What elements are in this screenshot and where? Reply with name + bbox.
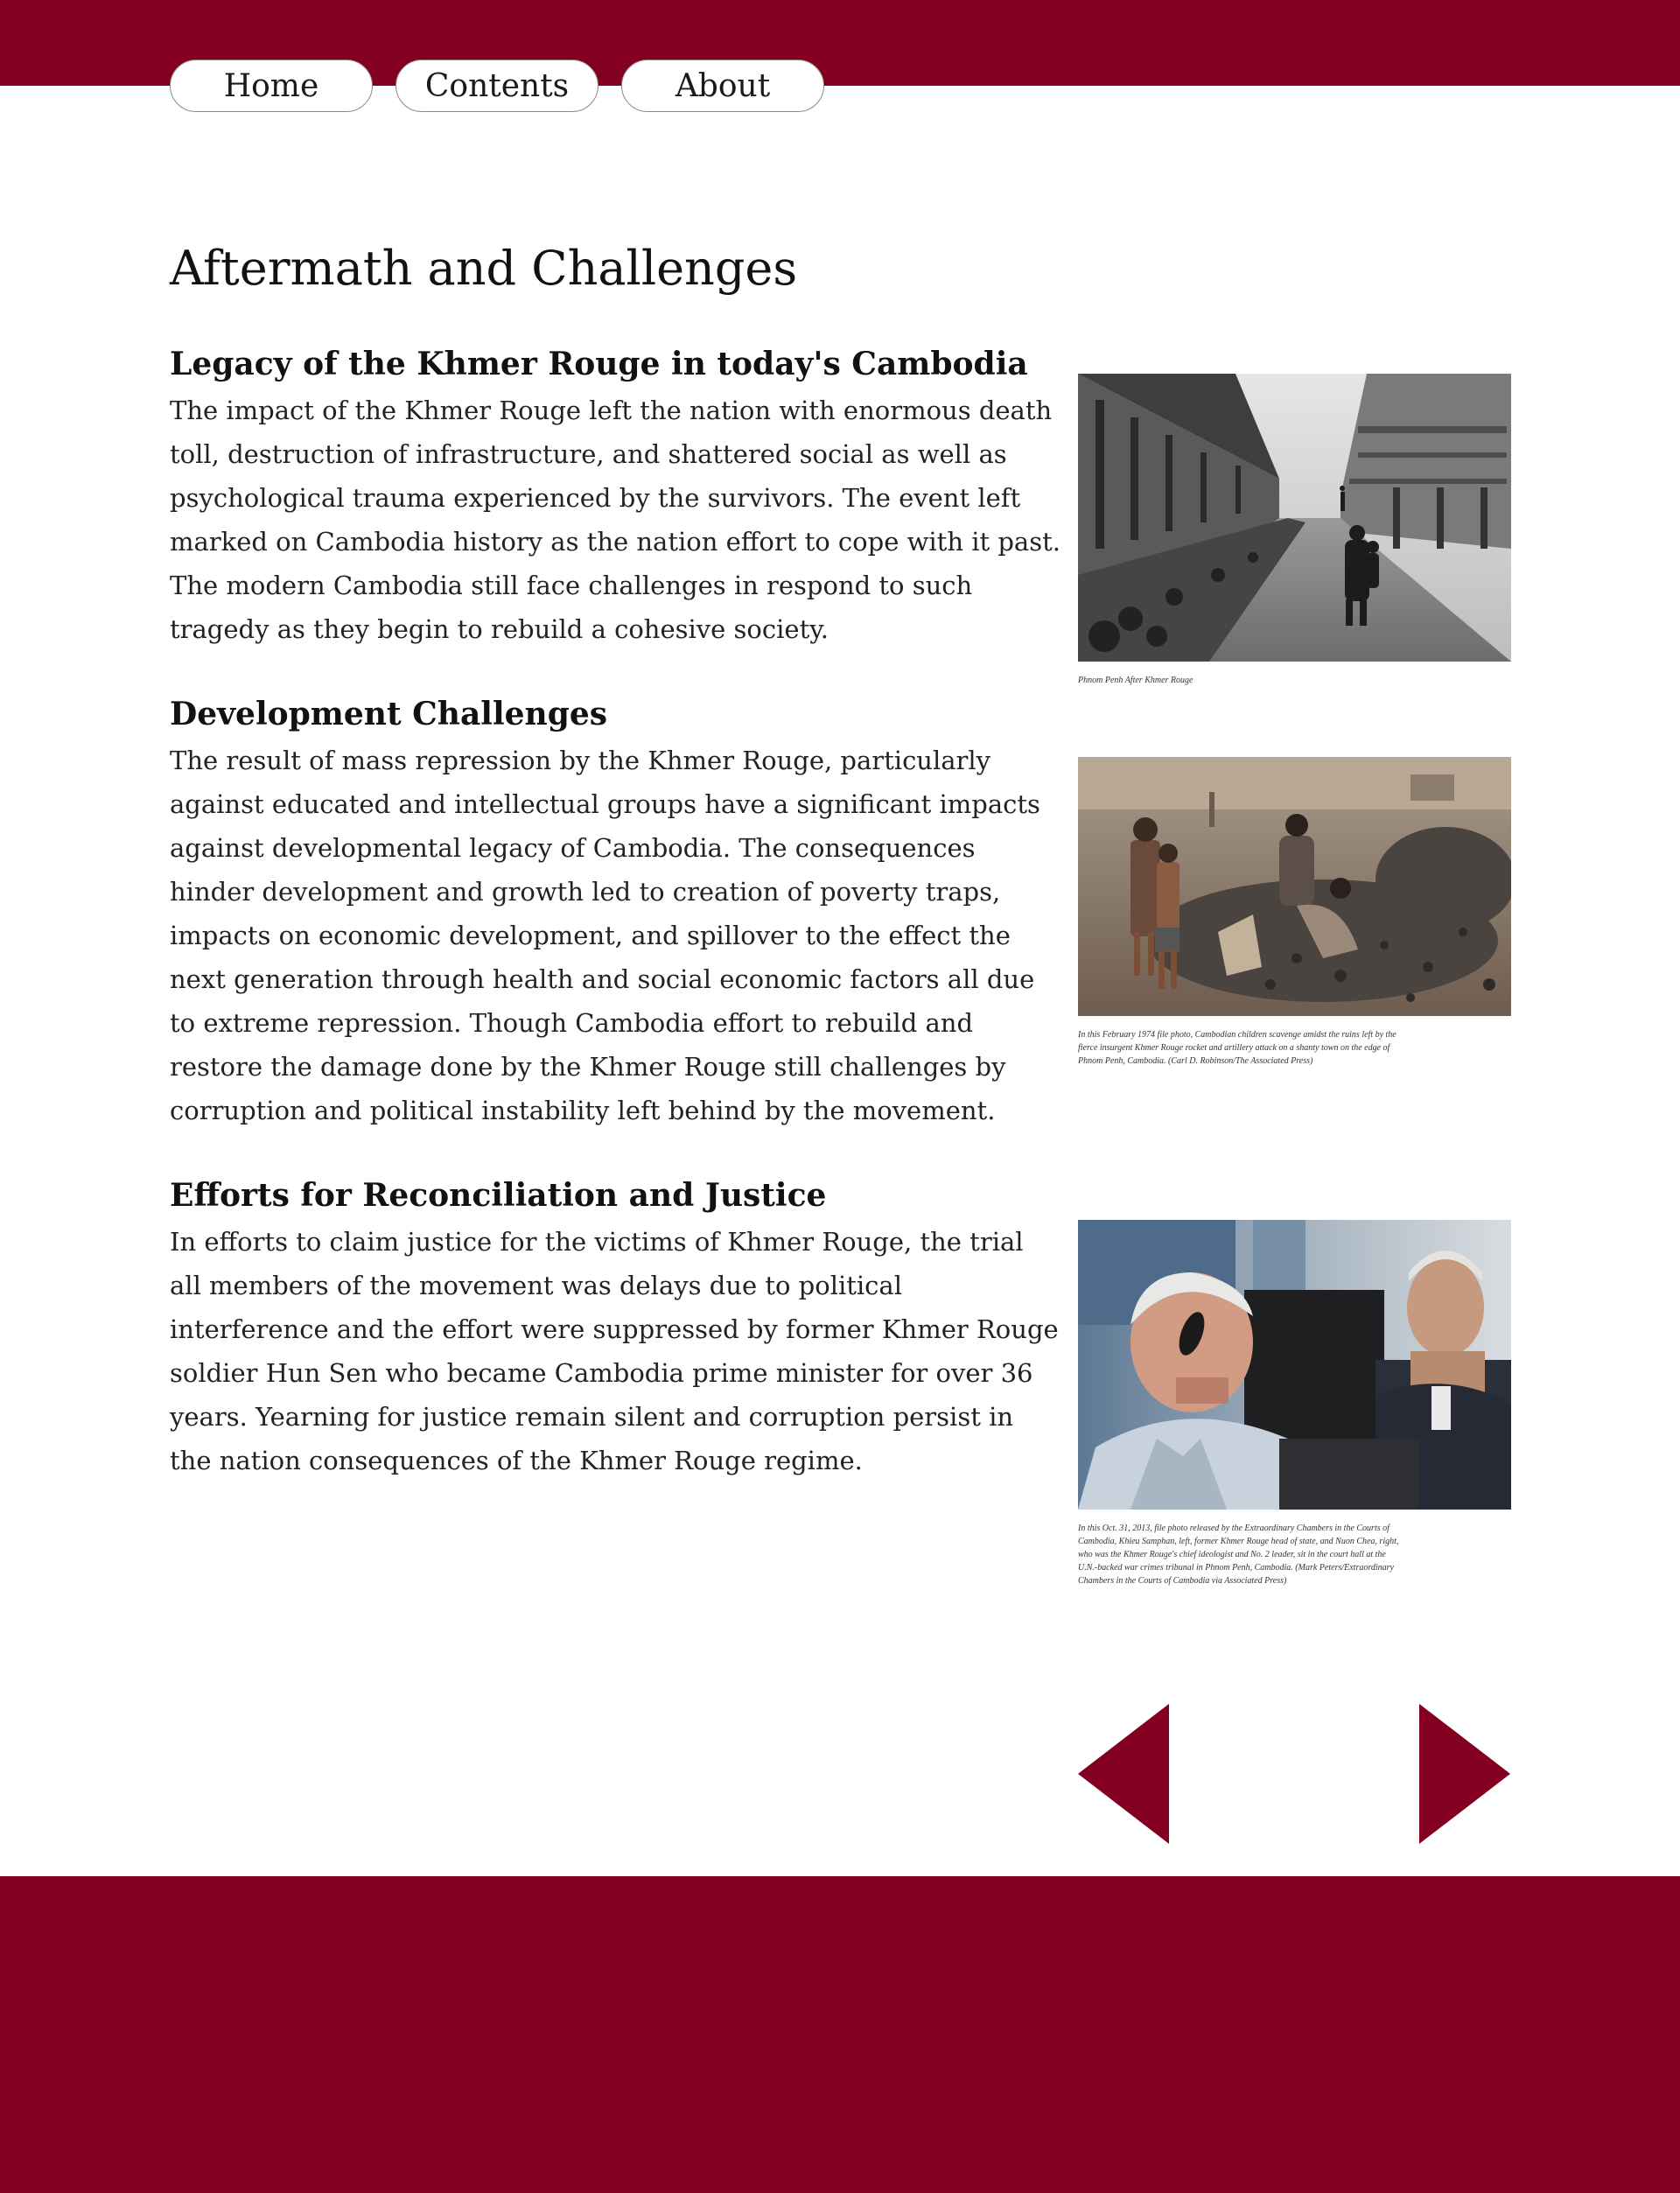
- figure-caption: Phnom Penh After Khmer Rouge: [1078, 676, 1194, 685]
- section-body: In efforts to claim justice for the victims of Khmer Rouge, the trial all members of the movement was delays due to political interference and the effort were suppressed by former Khmer Rouge soldier Hun Sen who became Cambodia prime minister for over 36 years. Yearning for justice remain silent and corruption persist in the nation consequences of the Khmer Rouge regime.: [170, 1227, 1059, 1475]
- section-heading: Efforts for Reconciliation and Justice: [170, 1177, 827, 1214]
- footer-banner: [0, 1876, 1680, 2193]
- figure-caption: In this Oct. 31, 2013, file photo released by the Extraordinary Chambers in the Courts of Cambodia, Khieu Samphan, left, former Khmer Rouge head of state, and Nuon Chea, right, who was the Khmer Rouge's chief ideologist and No. 2 leader, sit in the court hall at the U.N.-backed war crimes tribunal in Phnom Penh, Cambodia. (Mark Peters/Extraordinary Chambers in the Courts of Cambodia via Associated Press): [1078, 1524, 1399, 1586]
- section-heading: Development Challenges: [170, 696, 608, 732]
- previous-page-icon[interactable]: [1078, 1704, 1169, 1844]
- photo-phnom-penh-ruins: [1078, 374, 1511, 662]
- figure-tribunal: [1078, 1220, 1511, 1587]
- section-reconciliation: [170, 1174, 1062, 1482]
- figure-children-scavenge: [1078, 757, 1511, 1068]
- section-legacy: [170, 343, 1062, 651]
- next-page-icon[interactable]: [1419, 1704, 1510, 1844]
- photo-tribunal-image: [1078, 1220, 1511, 1510]
- figure-phnom-penh: [1078, 374, 1511, 687]
- section-body: The result of mass repression by the Khmer Rouge, particularly against educated and intellectual groups have a significant impacts against developmental legacy of Cambodia. The consequences hinder development and growth led to creation of poverty traps, impacts on economic development, and spillover to the effect the next generation through health and social economic factors all due to extreme repression. Though Cambodia effort to rebuild and restore the damage done by the Khmer Rouge still challenges by corruption and political instability left behind by the movement.: [170, 746, 1040, 1125]
- photo-children-scavenging: [1078, 757, 1511, 1016]
- section-heading: Legacy of the Khmer Rouge in today's Cambodia: [170, 346, 1028, 382]
- section-body: The impact of the Khmer Rouge left the nation with enormous death toll, destruction of infrastructure, and shattered social as well as psychological trauma experienced by the survivors. The event left marked on Cambodia history as the nation effort to cope with it past. The modern Cambodia still face challenges in respond to such tragedy as they begin to rebuild a cohesive society.: [170, 396, 1060, 644]
- photo-street-image: [1078, 374, 1511, 662]
- nav-home-button[interactable]: Home: [170, 60, 373, 112]
- figure-caption: In this February 1974 file photo, Cambodian children scavenge amidst the ruins left by the fierce insurgent Khmer Rouge rocket and artillery attack on a shanty town on the edge of Phnom Penh, Cambodia. (Carl D. Robinson/The Associated Press): [1078, 1030, 1396, 1066]
- photo-tribunal: [1078, 1220, 1511, 1510]
- section-development: [170, 693, 1062, 1132]
- main-nav: [170, 60, 824, 112]
- nav-contents-button[interactable]: Contents: [396, 60, 598, 112]
- page-title: Aftermath and Challenges: [170, 241, 798, 296]
- nav-about-button[interactable]: About: [621, 60, 824, 112]
- photo-scavenge-image: [1078, 757, 1511, 1016]
